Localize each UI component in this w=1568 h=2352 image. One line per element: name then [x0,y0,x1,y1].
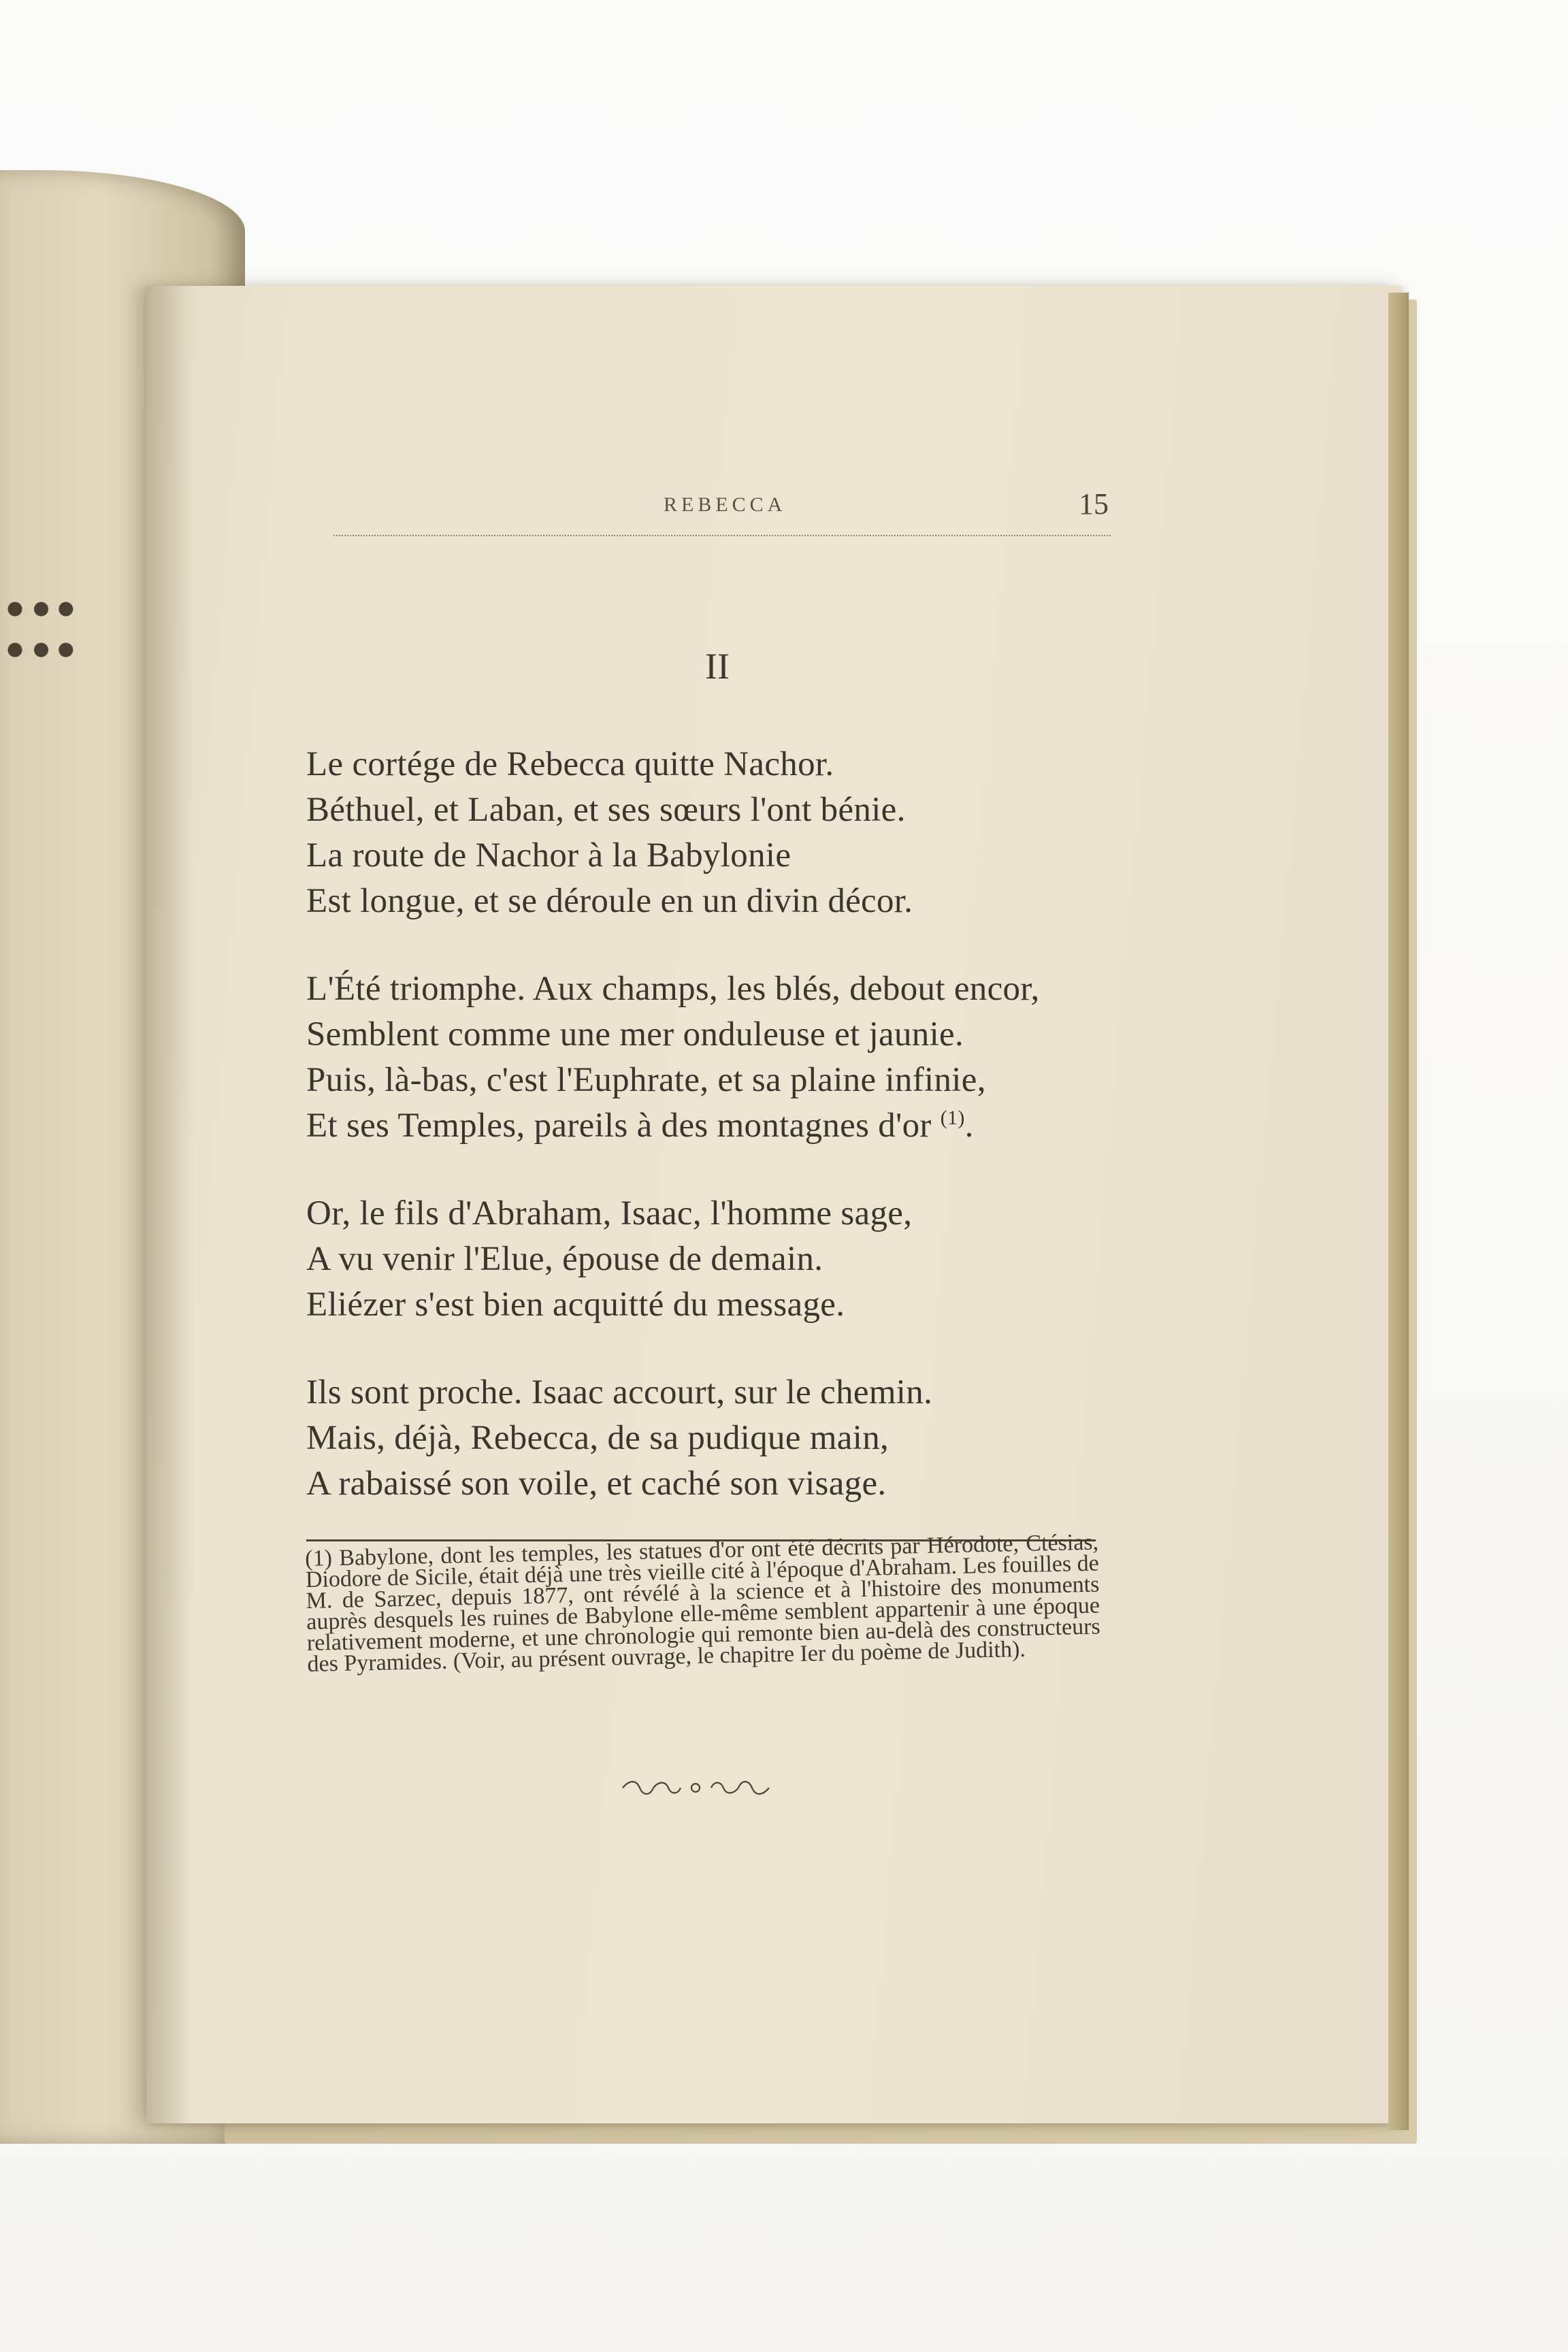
verse: A vu venir l'Elue, épouse de demain. [306,1240,823,1278]
left-page-ornament [0,578,75,681]
verse: Est longue, et se déroule en un divin décor. [306,882,913,920]
verse: A rabaissé son voile, et caché son visage. [306,1465,887,1503]
verse-end-punctuation: . [964,1107,974,1145]
tail-ornament-icon [619,1778,772,1798]
verse: Le cortége de Rebecca quitte Nachor. [306,745,834,783]
verse: Eliézer s'est bien acquitté du message. [306,1286,845,1324]
section-number: II [705,646,730,687]
verse: La route de Nachor à la Babylonie [306,836,791,875]
running-head: REBECCA [664,493,787,516]
stanza-1 [306,742,1157,924]
footnote-reference: (1) [940,1107,965,1129]
stanza-2 [306,966,1157,1149]
verse: L'Été triomphe. Aux champs, les blés, debout encor, [306,970,1040,1008]
verse: Puis, là-bas, c'est l'Euphrate, et sa plaine infinie, [306,1061,986,1099]
header-rule [333,535,1111,536]
page-number: 15 [1079,487,1109,521]
verse: Béthuel, et Laban, et ses sœurs l'ont bénie. [306,791,906,829]
footnote [304,1529,1101,1677]
verse: Ils sont proche. Isaac accourt, sur le chemin. [306,1373,933,1411]
verse-text: Et ses Temples, pareils à des montagnes d'or [306,1107,932,1145]
book-gutter [146,286,194,2123]
verse: Mais, déjà, Rebecca, de sa pudique main, [306,1419,889,1457]
verse: Semblent comme une mer onduleuse et jaunie. [306,1015,964,1054]
verse: Or, le fils d'Abraham, Isaac, l'homme sage, [306,1194,913,1232]
stanza-3 [306,1191,1157,1328]
poem [306,742,1157,1549]
verse-with-footnote [306,1103,1157,1149]
footnote-text: (1) Babylone, dont les temples, les statues d'or ont été décrits par Hérodote, Ctésias, Diodore de Sicile, était déjà une très vieille cité à l'époque d'Abraham. Les fouilles de M. de Sarzec, depuis 1877, ont révélé à la science et à l'histoire des monuments auprès desquels les ruines de Babylone elle-même semblent appartenir à une époque relativement moderne, et une chronologie qui remonte bien au-delà des constructeurs des Pyramides. (Voir, au présent ouvrage, le chapitre Ier du poème de Judith). [304,1529,1101,1677]
stanza-4 [306,1370,1157,1507]
page-edges [1388,293,1409,2130]
